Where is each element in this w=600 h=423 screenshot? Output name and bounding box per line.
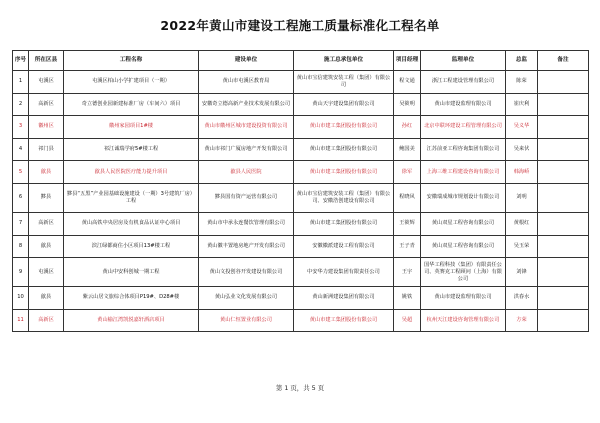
cell-chief: 洪春水 — [506, 287, 538, 310]
cell-contractor: 黄山市建工集团股份有限公司 — [294, 138, 394, 161]
cell-district: 歙县 — [29, 235, 64, 258]
cell-district: 屯溪区 — [29, 71, 64, 94]
cell-remark — [538, 258, 589, 287]
header-no: 序号 — [13, 51, 29, 71]
header-contractor: 施工总承包单位 — [294, 51, 394, 71]
cell-builder: 黄山市祁门广厦房地产开发有限公司 — [199, 138, 294, 161]
header-district: 所在区县 — [29, 51, 64, 71]
table-row — [13, 161, 589, 184]
cell-chief: 崔庆利 — [506, 93, 538, 116]
cell-district: 屯溪区 — [29, 258, 64, 287]
cell-builder: 安徽奇立德高新产业技术发展有限公司 — [199, 93, 294, 116]
table-row — [13, 235, 589, 258]
cell-remark — [538, 161, 589, 184]
header-remark: 备注 — [538, 51, 589, 71]
cell-district: 黟县 — [29, 183, 64, 212]
cell-district: 祁门县 — [29, 138, 64, 161]
header-project: 工程名称 — [64, 51, 199, 71]
cell-district: 徽州区 — [29, 116, 64, 139]
cell-district: 高新区 — [29, 212, 64, 235]
table-row — [13, 138, 589, 161]
cell-project: 祁江诚瑞学府5#楼工程 — [64, 138, 199, 161]
cell-pm: 姚铁 — [394, 287, 421, 310]
cell-chief: 刘明 — [506, 183, 538, 212]
cell-no: 9 — [13, 258, 29, 287]
cell-no: 1 — [13, 71, 29, 94]
cell-contractor: 黄山市建工集团股份有限公司 — [294, 116, 394, 139]
cell-project: 黟县“五黑”产业园基础设施建设（一期）3号建筑厂房）工程 — [64, 183, 199, 212]
table-row — [13, 287, 589, 310]
page-footer: 第 1 页，共 5 页 — [275, 384, 325, 392]
cell-contractor: 黄山市建工集团股份有限公司 — [294, 309, 394, 332]
cell-supervisor: 黄山市建设监理有限公司 — [421, 287, 506, 310]
cell-builder: 黄山市徽州区城市建设投资有限公司 — [199, 116, 294, 139]
cell-pm: 程晓风 — [394, 183, 421, 212]
cell-project: 滨江绿都商住小区项目13#楼工程 — [64, 235, 199, 258]
cell-remark — [538, 183, 589, 212]
cell-builder: 黄山市中承永连餐饮管理有限公司 — [199, 212, 294, 235]
cell-project: 黄山榆江湾凯悦嘉轩酒店项目 — [64, 309, 199, 332]
cell-contractor: 黄山市宝信建筑安装工程（集团）有限公司、安徽浩创建设有限公司 — [294, 183, 394, 212]
cell-no: 2 — [13, 93, 29, 116]
cell-supervisor: 安徽瑞成城市规划设计有限公司 — [421, 183, 506, 212]
cell-no: 7 — [13, 212, 29, 235]
cell-supervisor: 黄山双星工程咨询有限公司 — [421, 235, 506, 258]
cell-remark — [538, 71, 589, 94]
header-chief: 总监 — [506, 51, 538, 71]
cell-supervisor: 黄山双星工程咨询有限公司 — [421, 212, 506, 235]
cell-pm: 鲍国美 — [394, 138, 421, 161]
table-row — [13, 71, 589, 94]
cell-no: 10 — [13, 287, 29, 310]
cell-remark — [538, 116, 589, 139]
cell-contractor: 安徽徽派建设工程有限公司 — [294, 235, 394, 258]
cell-supervisor: 黄山市建设监理有限公司 — [421, 93, 506, 116]
table-header-row — [13, 51, 589, 71]
cell-supervisor: 上海三维工程建设咨询有限公司 — [421, 161, 506, 184]
table-row — [13, 116, 589, 139]
cell-builder: 黄山文投创谷开发建设有限公司 — [199, 258, 294, 287]
cell-supervisor: 国华工程科技（集团）有限责任公司、英赛克工程顾问（上海）有限公司 — [421, 258, 506, 287]
cell-district: 歙县 — [29, 287, 64, 310]
cell-project: 奇立德创业园新建标准厂房（车间六）项目 — [64, 93, 199, 116]
cell-builder: 黄山市屯溪区教育局 — [199, 71, 294, 94]
cell-pm: 程文通 — [394, 71, 421, 94]
cell-remark — [538, 235, 589, 258]
table-row — [13, 258, 589, 287]
table-row — [13, 309, 589, 332]
cell-contractor: 黄山新洲建设集团有限公司 — [294, 287, 394, 310]
cell-remark — [538, 93, 589, 116]
cell-builder: 歙县人民医院 — [199, 161, 294, 184]
cell-remark — [538, 138, 589, 161]
cell-contractor: 黄山市建工集团股份有限公司 — [294, 212, 394, 235]
cell-project: 黄山高铁中央居房及有机食品认证中心项目 — [64, 212, 199, 235]
cell-supervisor: 北京中联环建设工程管理有限公司 — [421, 116, 506, 139]
cell-contractor: 黄山市建工集团股份有限公司 — [294, 161, 394, 184]
cell-builder: 黄山徽丰置地房地产开发有限公司 — [199, 235, 294, 258]
cell-pm: 王宇 — [394, 258, 421, 287]
cell-remark — [538, 309, 589, 332]
cell-chief: 吴来伏 — [506, 138, 538, 161]
cell-chief: 刘锋 — [506, 258, 538, 287]
cell-project: 屯溪区柏山小学扩建项目（一期） — [64, 71, 199, 94]
header-pm: 项目经理 — [394, 51, 421, 71]
cell-supervisor: 杭州天江建设咨询管理有限公司 — [421, 309, 506, 332]
cell-pm: 王筱辉 — [394, 212, 421, 235]
cell-project: 歙县人民医院医疗能力提升项目 — [64, 161, 199, 184]
cell-chief: 陈荣 — [506, 71, 538, 94]
cell-pm: 吴筱明 — [394, 93, 421, 116]
cell-contractor: 黄山天宇建设集团有限公司 — [294, 93, 394, 116]
cell-project: 黄山中安科创城一期工程 — [64, 258, 199, 287]
cell-chief: 吴义华 — [506, 116, 538, 139]
cell-remark — [538, 212, 589, 235]
cell-supervisor: 浙江工程建设管理有限公司 — [421, 71, 506, 94]
cell-project: 徽州家园项目1#楼 — [64, 116, 199, 139]
table-body — [13, 71, 589, 332]
table-row — [13, 183, 589, 212]
cell-district: 歙县 — [29, 161, 64, 184]
header-builder: 建设单位 — [199, 51, 294, 71]
cell-builder: 黟县国有资产运营有限公司 — [199, 183, 294, 212]
cell-builder: 黄山仁恒置业有限公司 — [199, 309, 294, 332]
cell-builder: 黄山弘业文化发展有限公司 — [199, 287, 294, 310]
cell-chief: 韩海峤 — [506, 161, 538, 184]
cell-no: 3 — [13, 116, 29, 139]
header-supervisor: 监理单位 — [421, 51, 506, 71]
project-list-table — [12, 50, 589, 332]
cell-supervisor: 江苏前亚工程咨询集团有限公司 — [421, 138, 506, 161]
cell-pm: 王子青 — [394, 235, 421, 258]
cell-pm: 吴超 — [394, 309, 421, 332]
cell-chief: 黄根红 — [506, 212, 538, 235]
cell-no: 11 — [13, 309, 29, 332]
page-title: 2022年黄山市建设工程施工质量标准化工程名单 — [160, 18, 440, 33]
cell-no: 6 — [13, 183, 29, 212]
cell-chief: 方荣 — [506, 309, 538, 332]
cell-no: 5 — [13, 161, 29, 184]
cell-no: 8 — [13, 235, 29, 258]
cell-pm: 徐军 — [394, 161, 421, 184]
cell-chief: 吴玉荣 — [506, 235, 538, 258]
cell-contractor: 中安华力建设集团有限责任公司 — [294, 258, 394, 287]
cell-no: 4 — [13, 138, 29, 161]
cell-project: 紫云山居文旅综合体项目P19#、D28#楼 — [64, 287, 199, 310]
cell-district: 高新区 — [29, 309, 64, 332]
cell-remark — [538, 287, 589, 310]
table-row — [13, 93, 589, 116]
cell-pm: 孙红 — [394, 116, 421, 139]
table-row — [13, 212, 589, 235]
cell-district: 高新区 — [29, 93, 64, 116]
cell-contractor: 黄山市宝信建筑安装工程（集团）有限公司 — [294, 71, 394, 94]
